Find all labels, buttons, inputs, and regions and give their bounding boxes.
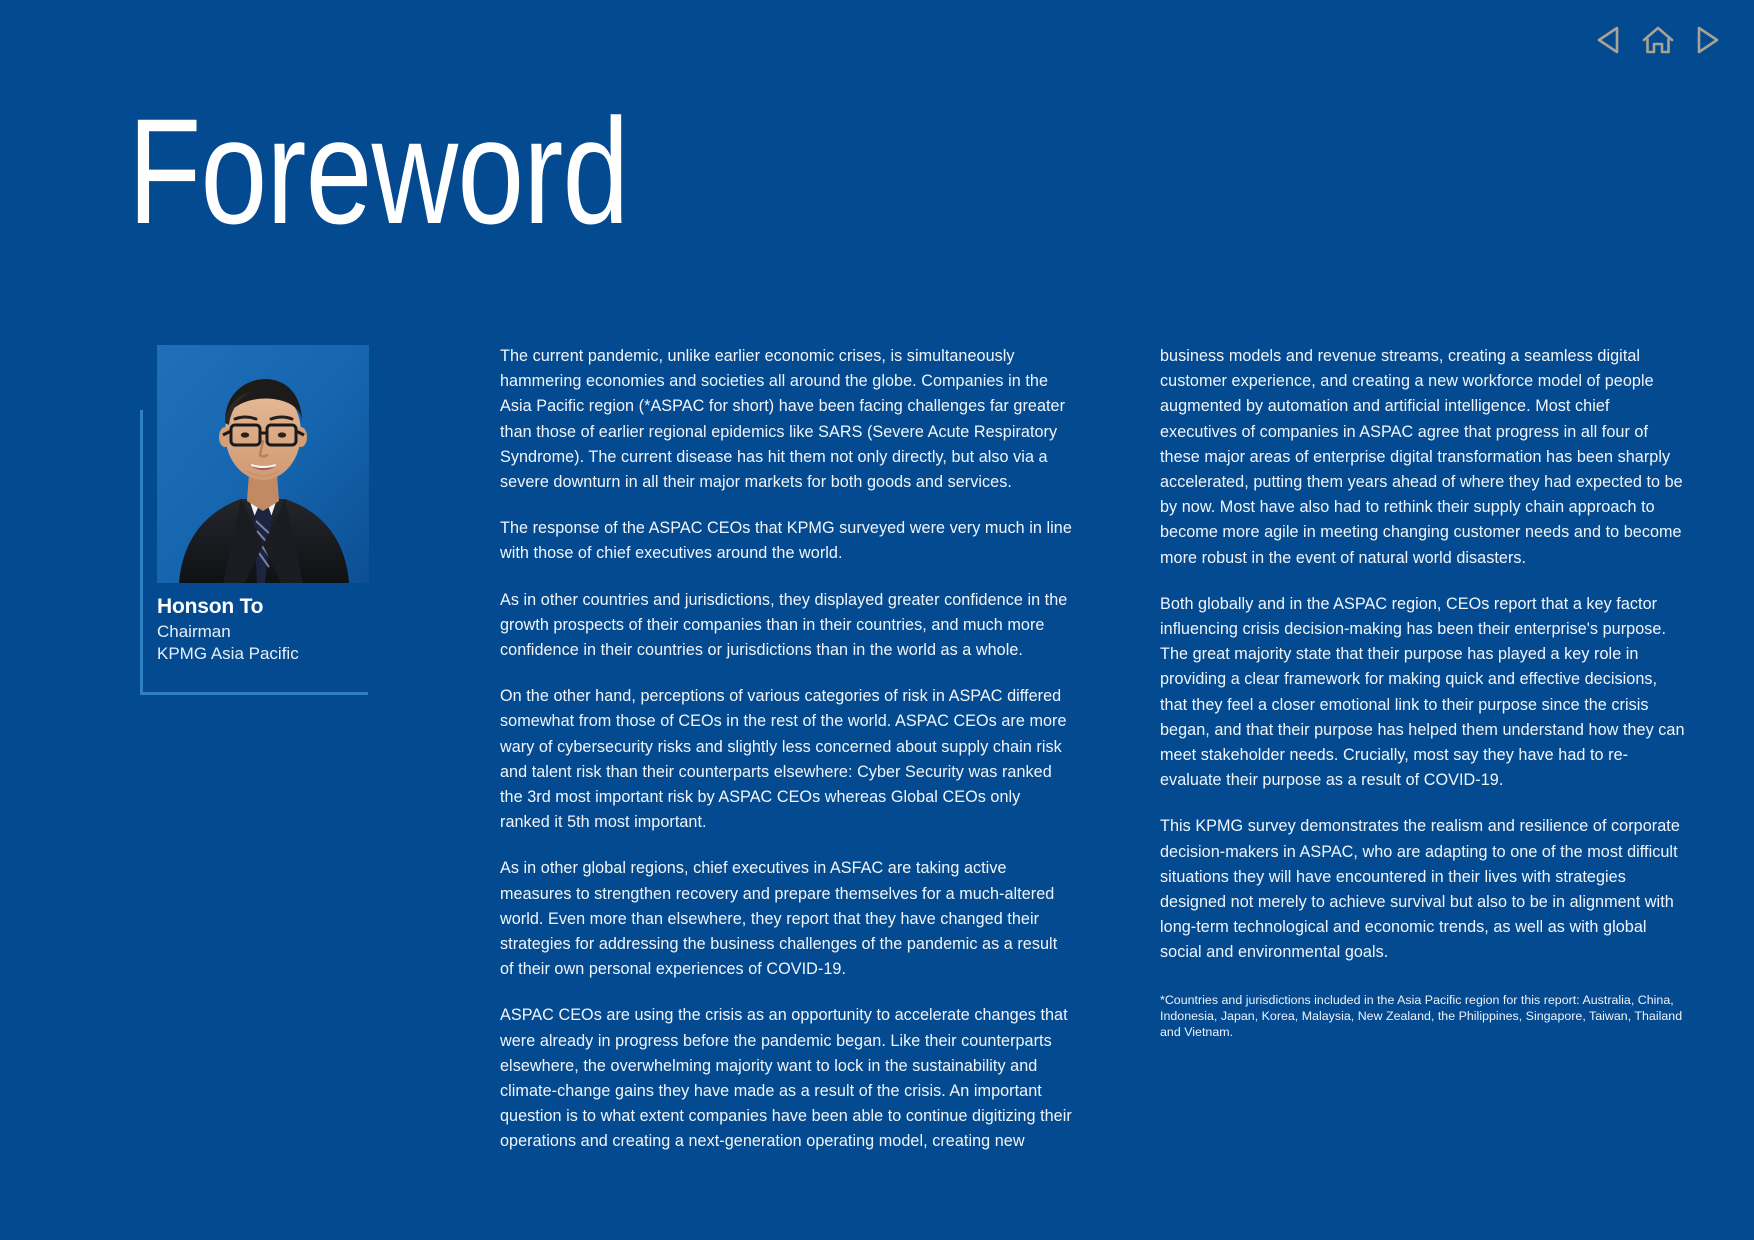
paragraph: Both globally and in the ASPAC region, CEOs report that a key factor influencing crisis decision-making has been their enterprise's purpose. The great majority state that their purpose has played a key role in providing a clear framework for making quick and effective decisions, that they feel a closer emotional link to their purpose since the crisis began, and that their purpose has helped them understand how they can meet stakeholder needs. Crucially, most say they have had to re-evaluate their purpose as a result of COVID-19. — [1160, 594, 1685, 790]
page-title: Foreword — [128, 87, 629, 255]
author-role: Chairman — [157, 622, 231, 641]
footnote: *Countries and jurisdictions included in the Asia Pacific region for this report: Australia, China, Indonesia, Japan, Korea, Malaysia, New Zealand, the Philippines, Singapore, Taiwan, Thailand and Vietnam. — [1160, 992, 1683, 1040]
body-column-right — [1160, 344, 1687, 1041]
home-button[interactable] — [1638, 20, 1678, 60]
previous-page-button[interactable] — [1588, 20, 1628, 60]
body-column-left — [500, 344, 1072, 1155]
paragraph: The current pandemic, unlike earlier economic crises, is simultaneously hammering economies and societies all around the globe. Companies in the Asia Pacific region (*ASPAC for short) have been facing challenges far greater than those of earlier regional epidemics like SARS (Severe Acute Respiratory Syndrome). The current disease has hit them not only directly, but also via a severe downturn in all their major markets for both goods and services. — [500, 347, 1066, 492]
paragraph: This KPMG survey demonstrates the realism and resilience of corporate decision-makers in ASPAC, who are adapting to one of the most difficult situations they will have encountered in their lives with strategies designed not merely to achieve survival but also to be in alignment with long-term technological and economic trends, as well as with global social and environmental goals. — [1160, 817, 1680, 962]
page-navigation — [1588, 18, 1728, 62]
author-block — [140, 345, 430, 695]
author-name: Honson To — [157, 595, 264, 618]
author-organization: KPMG Asia Pacific — [157, 644, 299, 663]
paragraph: business models and revenue streams, creating a seamless digital customer experience, and creating a new workforce model of people augmented by automation and artificial intelligence. Most chief executives of companies in ASPAC agree that progress in all four of these major areas of enterprise digital transformation has been sharply accelerated, putting them years ahead of where they had expected to be by now. Most have also had to rethink their supply chain approach to become more agile in meeting changing customer needs and to become more robust in the event of natural world disasters. — [1160, 347, 1683, 567]
paragraph: As in other global regions, chief executives in ASFAC are taking active measures to strengthen recovery and prepare themselves for a much-altered world. Even more than elsewhere, they report that they have changed their strategies for addressing the business challenges of the pandemic as a result of their own personal experiences of COVID-19. — [500, 859, 1058, 979]
paragraph: The response of the ASPAC CEOs that KPMG surveyed were very much in line with those of chief executives around the world. — [500, 519, 1072, 563]
home-icon — [1641, 25, 1675, 55]
triangle-left-icon — [1594, 25, 1622, 55]
triangle-right-icon — [1694, 25, 1722, 55]
next-page-button[interactable] — [1688, 20, 1728, 60]
paragraph: As in other countries and jurisdictions, they displayed greater confidence in the growth prospects of their companies than in their countries, and much more confidence in their countries or jurisdictions than in the world as a whole. — [500, 590, 1068, 660]
author-portrait — [157, 345, 369, 583]
paragraph: On the other hand, perceptions of various categories of risk in ASPAC differed somewhat from those of CEOs in the rest of the world. ASPAC CEOs are more wary of cybersecurity risks and slightly less concerned about supply chain risk and talent risk than their counterparts elsewhere: Cyber Security was ranked the 3rd most important risk by ASPAC CEOs whereas Global CEOs only ranked it 5th most important. — [500, 687, 1067, 832]
avatar — [157, 345, 369, 583]
paragraph: ASPAC CEOs are using the crisis as an opportunity to accelerate changes that were already in progress before the pandemic began. Like their counterparts elsewhere, the overwhelming majority want to lock in the sustainability and climate-change gains they have made as a result of the crisis. An important question is to what extent companies have been able to continue digitizing their operations and creating a next-generation operating model, creating new — [500, 1006, 1072, 1151]
